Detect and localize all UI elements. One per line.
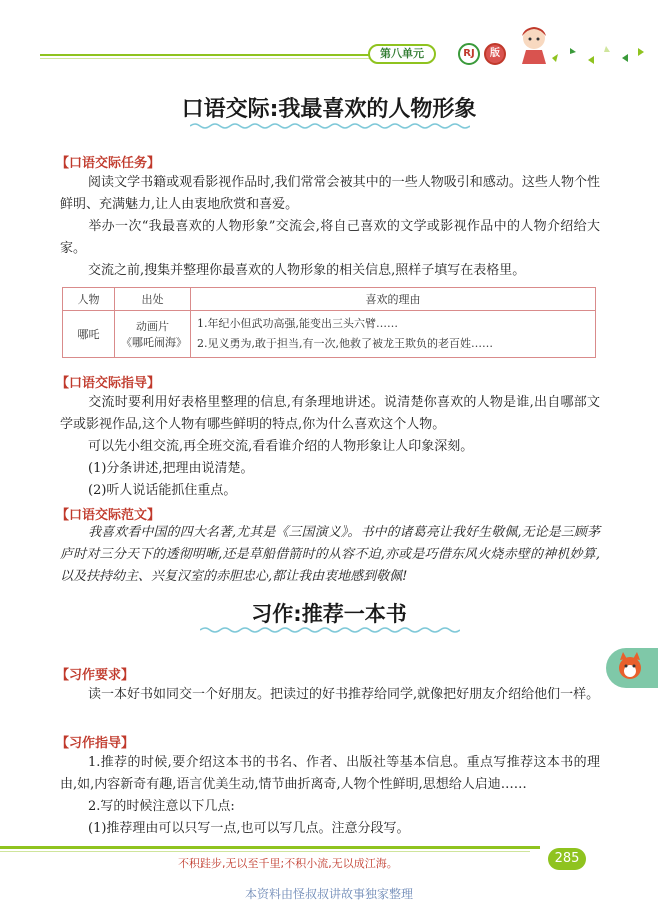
- table-header-row: [63, 288, 596, 311]
- writing-guide-paragraph-3: (1)推荐理由可以只写一点,也可以写几点。注意分段写。: [88, 821, 410, 836]
- writing-req-heading: 【习作要求】: [56, 668, 135, 683]
- oral-task-paragraph-3: 交流之前,搜集并整理你最喜欢的人物形象的相关信息,照样子填写在表格里。: [88, 263, 526, 278]
- footer-rule-thin: [0, 851, 530, 852]
- confetti-decoration-icon: [550, 40, 650, 70]
- unit-label: 第八单元: [368, 44, 436, 64]
- writing-guide-paragraph-1: 1.推荐的时候,要介绍这本书的书名、作者、出版社等基本信息。重点写推荐这本书的理由,如,内容新奇有趣,语言优美生动,情节曲折离奇,人物个性鲜明,思想给人启迪……: [60, 755, 600, 792]
- reason-line-1: 1.年纪小但武功高强,能变出三头六臂……: [197, 317, 398, 330]
- oral-guide-paragraph-1: 交流时要利用好表格里整理的信息,有条理地讲述。说清楚你喜欢的人物是谁,出自哪部文学或影视作品,这个人物有哪些鲜明的特点,你为什么喜欢这个人物。: [60, 395, 600, 432]
- oral-model-heading: 【口语交际范文】: [56, 508, 161, 523]
- oral-task-heading: 【口语交际任务】: [56, 156, 161, 171]
- table-cell-person: 哪吒: [63, 311, 115, 358]
- writing-wave-divider: [200, 626, 460, 634]
- side-tab-mascot: [606, 648, 658, 688]
- oral-guide-point-1: (1)分条讲述,把理由说清楚。: [88, 461, 254, 476]
- header-rule-thin: [40, 58, 410, 59]
- oral-model-paragraph: 我喜欢看中国的四大名著,尤其是《三国演义》。书中的诸葛亮让我好生敬佩,无论是三顾茅庐时对三分天下的透彻明晰,还是草船借箭时的从容不迫,亦或是巧借东风火烧赤壁的神机妙算,以及扶持幼主、兴复汉室的赤胆忠心,都让我由衷地感到敬佩!: [60, 525, 600, 584]
- footer-motto: 不积跬步,无以至千里;不积小流,无以成江海。: [178, 857, 398, 870]
- source-line-2: 《哪吒闹海》: [121, 336, 187, 349]
- page-header: [0, 0, 658, 72]
- table-header-person: 人物: [63, 288, 115, 311]
- reason-line-2: 2.见义勇为,敢于担当,有一次,他救了被龙王欺负的老百姓……: [197, 337, 493, 350]
- header-rule: [40, 54, 420, 56]
- edition-badge-rj: RJ: [458, 43, 480, 65]
- footer-rule: [0, 846, 540, 849]
- oral-task-paragraph-2: 举办一次“我最喜欢的人物形象”交流会,将自己喜欢的文学或影视作品中的人物介绍给大家。: [60, 219, 600, 256]
- table-row: [63, 311, 596, 358]
- table-header-reason: 喜欢的理由: [191, 288, 596, 311]
- oral-task-paragraph-1: 阅读文学书籍或观看影视作品时,我们常常会被其中的一些人物吸引和感动。这些人物个性鲜明、充满魅力,让人由衷地欣赏和喜爱。: [60, 175, 600, 212]
- table-header-source: 出处: [115, 288, 191, 311]
- footer-credit: 本资料由怪叔叔讲故事独家整理: [244, 887, 413, 901]
- source-line-1: 动画片: [136, 320, 169, 333]
- title-wave-divider: [190, 122, 470, 130]
- writing-title: 习作:推荐一本书: [251, 602, 407, 626]
- oral-guide-paragraph-2: 可以先小组交流,再全班交流,看看谁介绍的人物形象让人印象深刻。: [88, 439, 474, 454]
- page-number: 285: [548, 848, 586, 870]
- edition-badge-ban: 版: [484, 43, 506, 65]
- fox-mascot-icon: [606, 648, 658, 688]
- writing-req-paragraph: 读一本好书如同交一个好朋友。把读过的好书推荐给同学,就像把好朋友介绍给他们一样。: [88, 687, 600, 702]
- oral-guide-heading: 【口语交际指导】: [56, 376, 161, 391]
- table-cell-reason: [191, 311, 596, 358]
- character-info-table: [62, 287, 596, 358]
- writing-guide-heading: 【习作指导】: [56, 736, 135, 751]
- oral-guide-point-2: (2)听人说话能抓住重点。: [88, 483, 237, 498]
- oral-title: 口语交际:我最喜欢的人物形象: [181, 97, 477, 122]
- table-cell-source: [115, 311, 191, 358]
- writing-guide-paragraph-2: 2.写的时候注意以下几点:: [88, 799, 235, 814]
